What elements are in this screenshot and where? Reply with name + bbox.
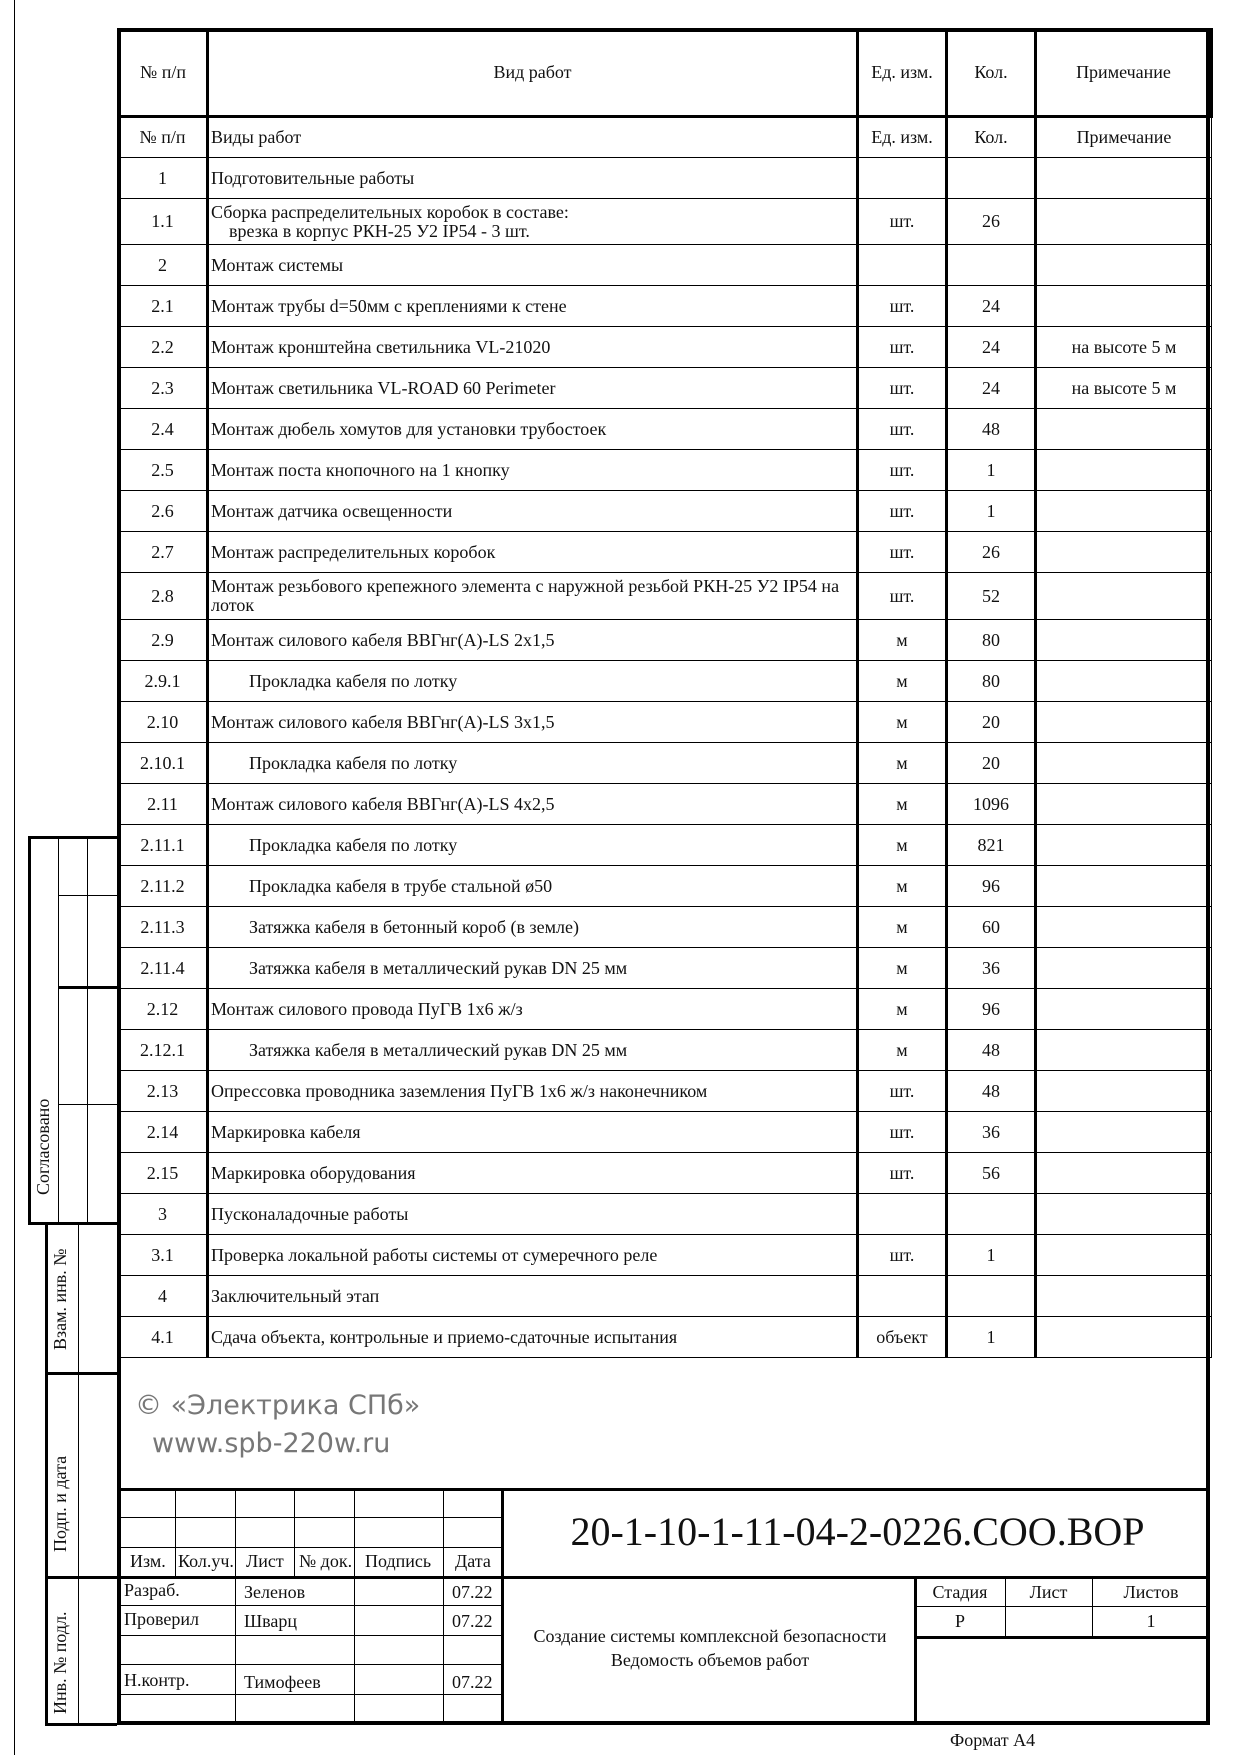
sheets-value: 1 xyxy=(1146,1611,1156,1631)
role-norm-control: Н.контр. xyxy=(124,1670,190,1690)
header-num: № п/п xyxy=(119,29,208,117)
cell-unit: шт. xyxy=(858,450,947,491)
work-text: Прокладка кабеля в трубе стальной ø50 xyxy=(249,875,553,896)
work-text: Монтаж кронштейна светильника VL-21020 xyxy=(211,336,551,357)
cell-qty: 24 xyxy=(947,368,1036,409)
stamp-inv-original: Инв. № подл. xyxy=(50,1611,70,1714)
stamp-replace-inv: Взам. инв. № xyxy=(50,1248,70,1350)
work-text: Затяжка кабеля в металлический рукав DN 25 мм xyxy=(249,957,628,978)
cell-num: 2.6 xyxy=(119,491,208,532)
sheets-label: Листов xyxy=(1123,1582,1179,1602)
subheader-work: Виды работ xyxy=(208,117,858,158)
document-title-line1: Создание системы комплексной безопасности xyxy=(533,1626,887,1646)
work-text: Проверка локальной работы системы от сумеречного реле xyxy=(211,1244,658,1265)
cell-qty: 48 xyxy=(947,1030,1036,1071)
cell-num: 2.10.1 xyxy=(119,743,208,784)
work-text: Монтаж силового кабеля ВВГнг(А)-LS 2х1,5 xyxy=(211,629,555,650)
cell-num: 2.9.1 xyxy=(119,661,208,702)
work-text: Монтаж датчика освещенности xyxy=(211,500,453,521)
work-text: Маркировка кабеля xyxy=(211,1121,361,1142)
col-kol-uch: Кол.уч. xyxy=(178,1551,234,1571)
cell-num: 2.11.2 xyxy=(119,866,208,907)
name-checked: Шварц xyxy=(244,1611,298,1631)
work-text: Маркировка оборудования xyxy=(211,1162,416,1183)
work-text: Опрессовка проводника заземления ПуГВ 1х6 ж/з наконечником xyxy=(211,1080,708,1101)
watermark-line1: © «Электрика СПб» xyxy=(135,1390,421,1421)
cell-unit: м xyxy=(858,866,947,907)
work-text: Прокладка кабеля по лотку xyxy=(249,752,458,773)
cell-unit: м xyxy=(858,661,947,702)
work-text: Монтаж силового кабеля ВВГнг(А)-LS 4х2,5 xyxy=(211,793,555,814)
work-text: Монтаж распределительных коробок xyxy=(211,541,496,562)
format-label: Формат А4 xyxy=(950,1730,1036,1750)
stamp-sign-date: Подп. и дата xyxy=(50,1455,70,1552)
cell-num: 2.10 xyxy=(119,702,208,743)
cell-num: 3 xyxy=(119,1194,208,1235)
cell-num: 2 xyxy=(119,245,208,286)
date-developed: 07.22 xyxy=(452,1582,493,1602)
role-checked: Проверил xyxy=(124,1609,199,1629)
stamp-agreed: Согласовано xyxy=(33,1098,53,1195)
cell-num: 4.1 xyxy=(119,1317,208,1358)
cell-num: 2.9 xyxy=(119,620,208,661)
cell-unit: шт. xyxy=(858,1153,947,1194)
cell-qty: 96 xyxy=(947,866,1036,907)
col-data: Дата xyxy=(455,1551,491,1571)
stage-label: Стадия xyxy=(932,1582,988,1602)
work-text: Монтаж силового кабеля ВВГнг(А)-LS 3х1,5 xyxy=(211,711,555,732)
cell-qty: 1 xyxy=(947,491,1036,532)
cell-unit: шт. xyxy=(858,327,947,368)
subheader-note: Примечание xyxy=(1036,117,1212,158)
cell-num: 3.1 xyxy=(119,1235,208,1276)
work-text: Монтаж силового провода ПуГВ 1х6 ж/з xyxy=(211,998,523,1019)
cell-num: 2.4 xyxy=(119,409,208,450)
cell-num: 2.2 xyxy=(119,327,208,368)
cell-qty: 1 xyxy=(947,450,1036,491)
cell-num: 2.12 xyxy=(119,989,208,1030)
cell-unit: м xyxy=(858,1030,947,1071)
cell-qty: 20 xyxy=(947,702,1036,743)
cell-qty: 24 xyxy=(947,327,1036,368)
work-text-line2: лоток xyxy=(211,595,255,615)
header-work: Вид работ xyxy=(208,29,858,117)
cell-num: 2.14 xyxy=(119,1112,208,1153)
cell-num: 2.12.1 xyxy=(119,1030,208,1071)
cell-unit: м xyxy=(858,989,947,1030)
cell-num: 2.15 xyxy=(119,1153,208,1194)
work-text: Монтаж дюбель хомутов для установки трубостоек xyxy=(211,418,607,439)
cell-qty: 1 xyxy=(947,1317,1036,1358)
cell-qty: 1 xyxy=(947,1235,1036,1276)
cell-qty: 80 xyxy=(947,661,1036,702)
cell-unit: м xyxy=(858,825,947,866)
work-text: Подготовительные работы xyxy=(211,167,415,188)
header-unit: Ед. изм. xyxy=(858,29,947,117)
work-text: Монтаж трубы d=50мм с креплениями к стене xyxy=(211,295,567,316)
work-text: Монтаж поста кнопочного на 1 кнопку xyxy=(211,459,510,480)
cell-num: 2.7 xyxy=(119,532,208,573)
cell-unit: м xyxy=(858,907,947,948)
date-checked: 07.22 xyxy=(452,1611,493,1631)
work-text: Монтаж светильника VL-ROAD 60 Perimeter xyxy=(211,377,556,398)
date-norm-control: 07.22 xyxy=(452,1672,493,1692)
role-developed: Разраб. xyxy=(124,1580,180,1600)
cell-unit: шт. xyxy=(858,199,947,245)
cell-unit: шт. xyxy=(858,573,947,620)
watermark-line2: www.spb-220w.ru xyxy=(152,1428,391,1459)
document-title xyxy=(505,1624,915,1673)
cell-unit: шт. xyxy=(858,1112,947,1153)
work-text: Сдача объекта, контрольные и приемо-сдаточные испытания xyxy=(211,1326,678,1347)
subheader-unit: Ед. изм. xyxy=(858,117,947,158)
drawing-frame xyxy=(117,28,1210,1725)
subheader-num: № п/п xyxy=(119,117,208,158)
cell-unit: шт. xyxy=(858,1071,947,1112)
page-edge-line xyxy=(14,0,15,1755)
cell-unit: шт. xyxy=(858,491,947,532)
cell-num: 2.1 xyxy=(119,286,208,327)
stage-value: Р xyxy=(954,1611,965,1631)
cell-unit: шт. xyxy=(858,409,947,450)
header-qty: Кол. xyxy=(947,29,1036,117)
cell-qty: 26 xyxy=(947,199,1036,245)
cell-unit: объект xyxy=(858,1317,947,1358)
cell-num: 2.13 xyxy=(119,1071,208,1112)
cell-num: 2.11.4 xyxy=(119,948,208,989)
col-list: Лист xyxy=(246,1551,284,1571)
cell-num: 2.8 xyxy=(119,573,208,620)
cell-num: 2.11.1 xyxy=(119,825,208,866)
cell-qty: 48 xyxy=(947,409,1036,450)
cell-unit: шт. xyxy=(858,368,947,409)
work-text: Монтаж резьбового крепежного элемента с наружной резьбой РКН-25 У2 IP54 на xyxy=(211,576,840,597)
cell-qty: 52 xyxy=(947,573,1036,620)
cell-num: 2.3 xyxy=(119,368,208,409)
cell-qty: 96 xyxy=(947,989,1036,1030)
cell-unit: м xyxy=(858,948,947,989)
cell-num: 1.1 xyxy=(119,199,208,245)
name-norm-control: Тимофеев xyxy=(244,1672,321,1692)
sheet-label: Лист xyxy=(1029,1582,1068,1602)
cell-unit: м xyxy=(858,620,947,661)
cell-qty: 1096 xyxy=(947,784,1036,825)
cell-qty: 36 xyxy=(947,1112,1036,1153)
header-note: Примечание xyxy=(1036,29,1212,117)
work-text: Заключительный этап xyxy=(211,1285,380,1306)
cell-qty: 36 xyxy=(947,948,1036,989)
cell-unit: шт. xyxy=(858,532,947,573)
work-text: Затяжка кабеля в бетонный короб (в земле) xyxy=(249,916,579,937)
cell-unit: м xyxy=(858,784,947,825)
work-text: Прокладка кабеля по лотку xyxy=(249,834,458,855)
cell-num: 2.11 xyxy=(119,784,208,825)
cell-qty: 20 xyxy=(947,743,1036,784)
cell-unit: шт. xyxy=(858,1235,947,1276)
cell-qty: 80 xyxy=(947,620,1036,661)
cell-qty: 60 xyxy=(947,907,1036,948)
cell-num: 2.5 xyxy=(119,450,208,491)
work-text: Сборка распределительных коробок в составе: xyxy=(211,201,569,222)
work-text: Пусконаладочные работы xyxy=(211,1203,409,1224)
cell-qty: 821 xyxy=(947,825,1036,866)
cell-unit: шт. xyxy=(858,286,947,327)
work-text: Прокладка кабеля по лотку xyxy=(249,670,458,691)
name-developed: Зеленов xyxy=(244,1582,306,1602)
col-podpis: Подпись xyxy=(365,1551,432,1571)
cell-num: 2.11.3 xyxy=(119,907,208,948)
col-izm: Изм. xyxy=(130,1551,166,1571)
work-text: Затяжка кабеля в металлический рукав DN 25 мм xyxy=(249,1039,628,1060)
work-text: Монтаж системы xyxy=(211,254,344,275)
document-title-line2: Ведомость объемов работ xyxy=(610,1650,810,1671)
document-code: 20-1-10-1-11-04-2-0226.COO.BOP xyxy=(570,1509,1145,1554)
cell-num: 4 xyxy=(119,1276,208,1317)
cell-qty: 26 xyxy=(947,532,1036,573)
cell-note: на высоте 5 м xyxy=(1036,327,1212,368)
col-n-dok: № док. xyxy=(299,1551,353,1571)
cell-unit: м xyxy=(858,702,947,743)
cell-qty: 24 xyxy=(947,286,1036,327)
cell-note: на высоте 5 м xyxy=(1036,368,1212,409)
work-text-line2: врезка в корпус РКН-25 У2 IP54 - 3 шт. xyxy=(229,220,530,241)
cell-unit: м xyxy=(858,743,947,784)
cell-qty: 48 xyxy=(947,1071,1036,1112)
cell-qty: 56 xyxy=(947,1153,1036,1194)
subheader-qty: Кол. xyxy=(947,117,1036,158)
cell-num: 1 xyxy=(119,158,208,199)
